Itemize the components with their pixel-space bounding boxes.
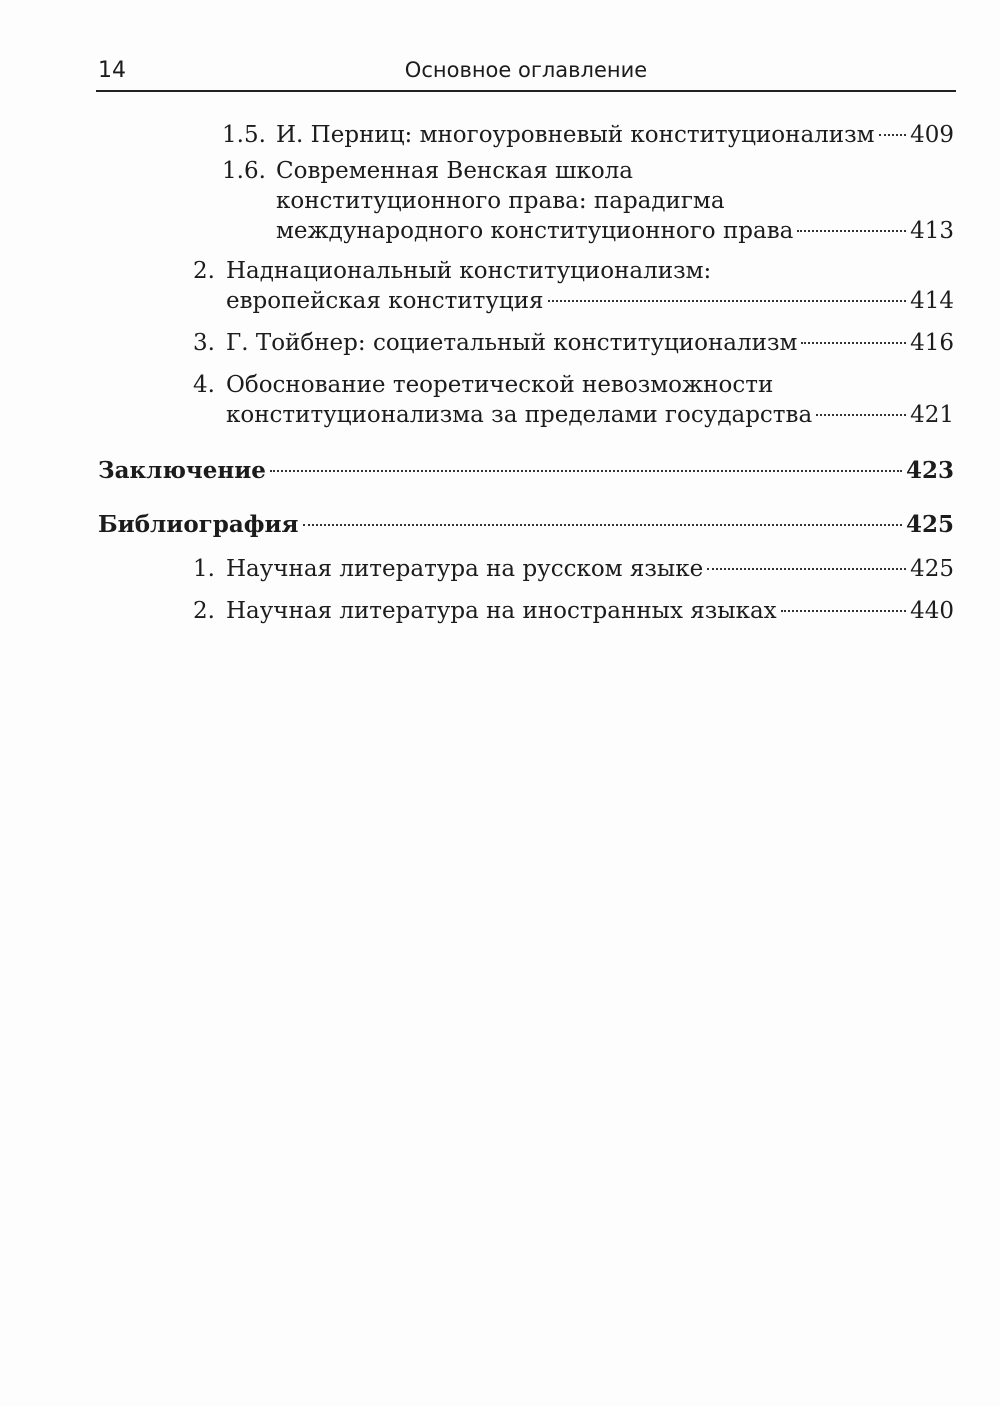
dot-leader	[879, 134, 907, 136]
toc-entry-title-line: Современная Венская школа	[276, 158, 633, 184]
dot-leader	[816, 414, 906, 416]
dot-leader	[801, 342, 906, 344]
toc-entry-title: Научная литература на русском языке	[226, 556, 704, 582]
toc-entry-number: 1.5.	[222, 122, 266, 148]
dot-leader	[707, 568, 906, 570]
toc-entry-title: Библиография	[98, 511, 299, 538]
toc-entry-page: 409	[910, 122, 954, 148]
toc-entry-1-5	[222, 120, 954, 150]
toc-entry-page: 423	[905, 457, 954, 484]
toc-entry-title: Научная литература на иностранных языках	[226, 598, 777, 624]
toc-entry-bib-1	[193, 554, 954, 584]
toc-entry-title: И. Перниц: многоуровневый конституционализм	[276, 122, 875, 148]
toc-entry-number: 2.	[193, 258, 215, 284]
toc-entry-title-line: Наднациональный конституционализм:	[226, 258, 712, 284]
toc-entry-bib-2	[193, 596, 954, 626]
toc-entry-title: Г. Тойбнер: социетальный конституционализм	[226, 330, 798, 356]
dot-leader	[797, 230, 906, 232]
toc-entry-1-6-line2: конституционного права: парадигма	[276, 188, 725, 214]
toc-entry-1-6-line1	[222, 156, 633, 186]
toc-entry-3	[193, 328, 954, 358]
toc-entry-title: Заключение	[98, 457, 266, 484]
running-title: Основное оглавление	[404, 58, 648, 82]
dot-leader	[270, 470, 902, 472]
toc-entry-title-line: европейская конституция	[226, 288, 544, 314]
toc-entry-page: 425	[905, 511, 954, 538]
toc-entry-page: 440	[910, 598, 954, 624]
toc-entry-number: 1.	[193, 556, 215, 582]
toc-entry-bibliography	[98, 510, 954, 540]
toc-entry-title-line: Обоснование теоретической невозможности	[226, 372, 774, 398]
toc-entry-title-line: международного конституционного права	[276, 218, 794, 244]
dot-leader	[303, 524, 902, 526]
toc-entry-4-line1	[193, 370, 773, 400]
toc-entry-page: 414	[910, 288, 954, 314]
toc-entry-number: 3.	[193, 330, 215, 356]
toc-entry-page: 425	[910, 556, 954, 582]
dot-leader	[548, 300, 907, 302]
toc-entry-title-line: конституционализма за пределами государства	[226, 402, 813, 428]
toc-entry-number: 1.6.	[222, 158, 266, 184]
toc-entry-2	[226, 286, 954, 316]
toc-entry-page: 413	[910, 218, 954, 244]
toc-entry-page: 416	[910, 330, 954, 356]
toc-entry-page: 421	[910, 402, 954, 428]
toc-entry-number: 2.	[193, 598, 215, 624]
running-header	[96, 52, 956, 92]
toc-entry-1-6	[276, 216, 954, 246]
toc-entry-number: 4.	[193, 372, 215, 398]
toc-entry-4	[226, 400, 954, 430]
dot-leader	[781, 610, 906, 612]
page-number: 14	[98, 58, 126, 83]
toc-entry-conclusion	[98, 456, 954, 486]
toc-entry-2-line1	[193, 256, 711, 286]
